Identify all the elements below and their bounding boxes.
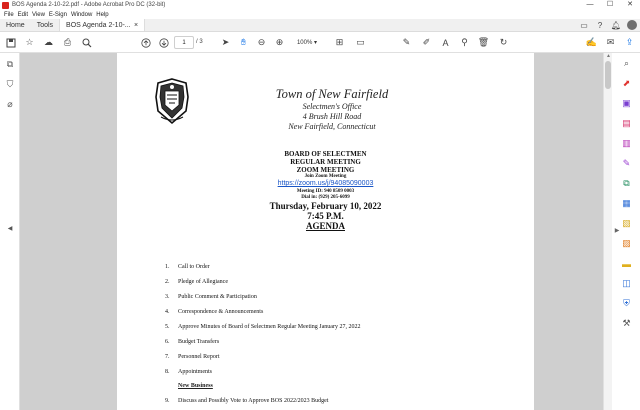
title-bar [0,0,640,10]
combine-files-icon[interactable]: ⧉ [623,178,630,188]
town-name: Town of New Fairfield [275,87,389,101]
window-controls [580,0,640,10]
close-window-button[interactable]: ✕ [627,1,633,8]
maximize-button[interactable]: ☐ [606,1,614,8]
menu-bar [0,10,640,19]
account-avatar-icon[interactable] [624,20,640,32]
save-icon[interactable] [4,36,17,49]
menu-help[interactable]: Help [96,11,109,18]
agenda-item [165,398,328,404]
agenda-item-number: 2. [165,279,170,285]
vertical-scrollbar[interactable] [603,53,612,410]
letterhead [247,87,417,132]
tab-document-label: BOS Agenda 2-10-... [66,21,131,29]
agenda-item [165,369,212,375]
agenda-item [165,324,360,330]
hand-tool-icon[interactable]: ✋︎ [240,37,247,47]
office-city: New Fairfield, Connecticut [288,122,376,131]
create-pdf-icon[interactable]: ▣ [622,98,631,108]
agenda-item [165,294,257,300]
sign-icon[interactable]: ✍ [585,37,598,47]
zoom-level-value: 100% [296,39,313,46]
agenda-item-number: 8. [165,369,170,375]
left-navigation-pane [0,53,20,410]
attachments-icon[interactable]: ⌀ [7,99,13,109]
agenda-item-text: Call to Order [178,264,210,270]
print-icon[interactable]: ⎙ [63,37,72,47]
agenda-item-number: 7. [165,354,170,360]
board-title: BOARD OF SELECTMEN [284,150,367,158]
agenda-item-text: Budget Transfers [178,339,220,345]
stamp-tool-icon[interactable]: ◫ [622,278,631,288]
security-shield-icon[interactable]: ⛨ [623,298,630,308]
acrobat-app-icon [2,2,9,9]
zoom-in-icon[interactable]: ⊕ [275,37,284,47]
left-panel-collapse-icon[interactable]: ◀ [7,226,13,232]
agenda-item [165,309,263,315]
page-number-input[interactable]: 1 [174,36,194,49]
scan-ocr-icon[interactable]: ▧ [622,218,631,228]
next-page-icon[interactable] [157,36,170,49]
agenda-item-number: 9. [165,398,170,404]
office-name: Selectmen's Office [302,102,362,111]
notification-bell-icon[interactable]: 🔔︎ [610,21,622,30]
agenda-item [165,264,210,270]
pdf-page [117,53,534,410]
tab-home[interactable]: Home [6,21,25,29]
menu-edit[interactable]: Edit [17,11,29,18]
tab-tools[interactable]: Tools [36,21,54,29]
scroll-up-arrow-icon[interactable]: ▲ [606,53,611,59]
comment-icon[interactable]: ▭ [356,37,365,47]
bookmarks-icon[interactable]: ⛉ [6,79,14,89]
rotate-icon[interactable]: ↻ [499,37,508,47]
fill-sign-icon[interactable]: ✎ [622,158,631,168]
export-pdf-icon[interactable]: ⬈ [622,78,631,88]
minimize-button[interactable]: — [586,1,594,8]
toolbar [0,32,640,53]
agenda-item-number: 1. [165,264,170,270]
agenda-item-text: Personnel Report [178,354,220,360]
agenda-item-number: 6. [165,339,170,345]
meeting-time: 7:45 P.M. [307,211,344,221]
agenda-item-text: Pledge of Allegiance [178,279,228,285]
meeting-type: REGULAR MEETING [290,158,361,166]
menu-esign[interactable]: E-Sign [48,11,67,18]
right-tools-panel [612,53,640,410]
send-for-comments-icon[interactable]: ▬ [622,258,631,269]
page-thumbnails-icon[interactable]: ⧉ [6,59,14,69]
menu-file[interactable]: File [4,11,14,18]
agenda-item [165,279,228,285]
agenda-item [165,354,220,360]
right-panel-collapse-icon[interactable]: ▶ [614,228,620,234]
previous-page-icon[interactable] [139,36,152,49]
tab-document[interactable] [59,19,145,31]
document-viewport[interactable] [20,53,603,410]
draw-pen-icon[interactable]: ✐ [422,37,431,47]
scrollbar-thumb[interactable] [605,61,611,89]
agenda-item-text: Approve Minutes of Board of Selectmen Regular Meeting January 27, 2022 [178,324,361,330]
town-seal-image [153,77,191,125]
text-edit-icon[interactable]: A [442,37,449,48]
help-icon[interactable]: ? [597,21,603,30]
tab-bar [0,19,640,32]
comment-tool-icon[interactable]: ▥ [622,138,631,148]
tab-close-icon[interactable]: × [133,21,139,29]
agenda-item-text: Discuss and Possibly Vote to Approve BOS 2022/2023 Budget [178,398,329,404]
agenda-item-text: Public Comment & Participation [178,294,257,300]
protect-icon[interactable]: ▨ [622,238,631,248]
page-total: / 3 [196,39,203,45]
agenda-item-number: 3. [165,294,170,300]
trash-delete-icon[interactable]: 🗑︎ [477,37,490,47]
agenda-item-number: 4. [165,309,170,315]
agenda-item-text: Appointments [178,369,212,375]
agenda-heading: AGENDA [305,221,345,231]
agenda-item-text: Correspondence & Announcements [178,309,264,315]
window-title: BOS Agenda 2-10-22.pdf - Adobe Acrobat Pro DC (32-bit) [12,2,166,8]
zoom-search-icon[interactable] [80,36,93,49]
new-business-heading: New Business [178,383,213,389]
search-tool-icon[interactable]: ⌕ [623,58,630,68]
more-tools-icon[interactable]: ⚒ [622,318,631,328]
highlight-pen-icon[interactable]: ✎ [402,37,411,47]
organize-pages-icon[interactable]: ▦ [622,198,631,208]
page-display-icon[interactable]: ⊞ [335,37,344,47]
agenda-item-number: 5. [165,324,170,330]
share-icon[interactable]: ⇪ [625,37,634,47]
upload-cloud-icon[interactable]: ☁ [44,37,53,47]
email-icon[interactable]: ✉ [606,37,615,47]
dial-in: Dial in: (929) 205-6099 [301,195,350,200]
select-cursor-icon[interactable]: ➤ [221,37,230,47]
menu-window[interactable]: Window [70,11,93,18]
bookmark-star-icon[interactable]: ☆ [25,37,34,47]
meeting-date: Thursday, February 10, 2022 [269,201,382,211]
zoom-out-icon[interactable]: ⊖ [257,37,266,47]
share-device-icon[interactable]: ▭ [580,21,588,30]
office-address: 4 Brush Hill Road [302,112,362,121]
zoom-meeting-heading: ZOOM MEETING [296,166,355,174]
menu-view[interactable]: View [32,11,45,18]
meeting-id: Meeting ID: 940 8509 0003 [296,189,355,194]
agenda-item [165,339,219,345]
zoom-level-dropdown[interactable]: 100% ▾ [296,39,318,46]
join-zoom-text: Join Zoom Meeting [304,174,347,179]
edit-pdf-icon[interactable]: ▤ [622,118,631,128]
stamp-icon[interactable]: ⚲ [461,37,468,47]
zoom-link[interactable]: https://zoom.us/j/94085090003 [277,180,374,187]
